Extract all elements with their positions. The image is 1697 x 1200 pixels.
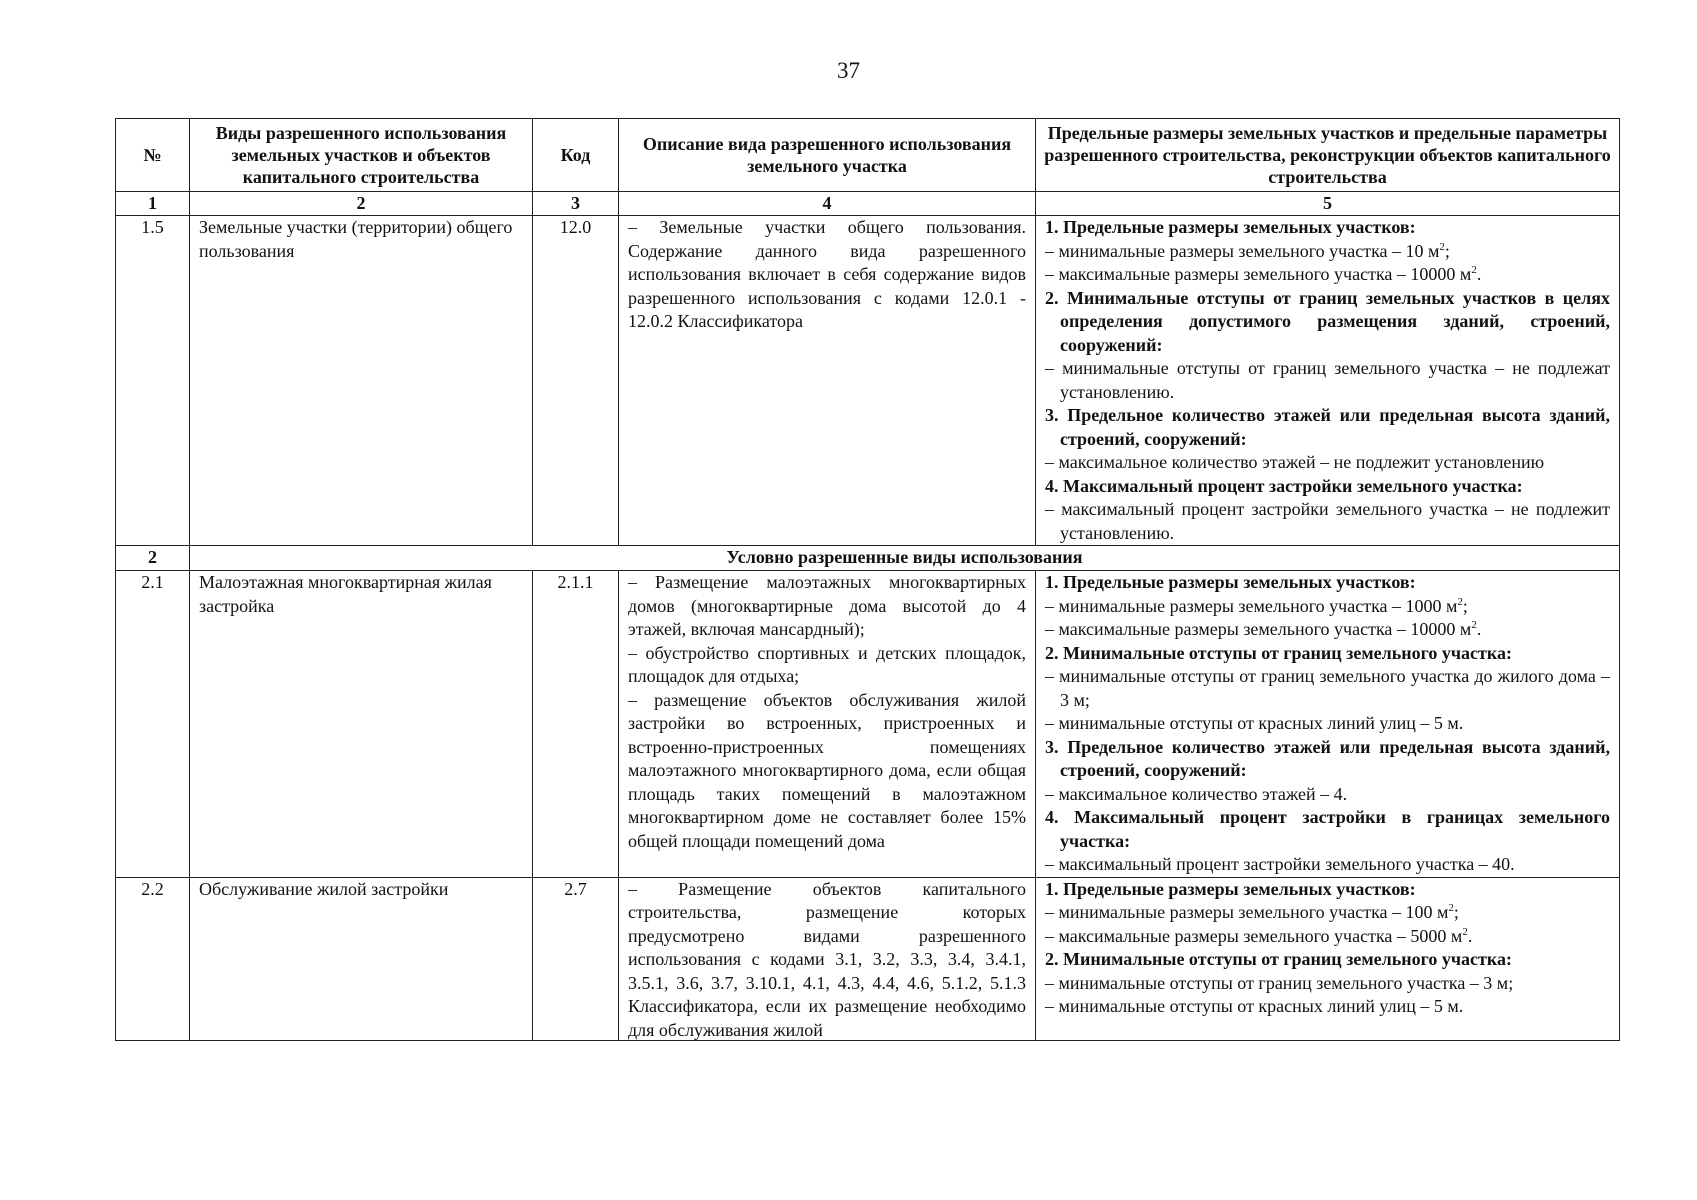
row-number: 2.2 <box>116 877 190 1040</box>
column-number: 3 <box>533 192 619 216</box>
header-usage-type: Виды разрешенного использования земельных участков и объектов капитального строительства <box>190 119 533 192</box>
section-title: Условно разрешенные виды использования <box>190 546 1620 571</box>
table-header-row <box>116 119 1620 192</box>
param-heading: 4. Максимальный процент застройки земельного участка: <box>1045 475 1523 496</box>
param-heading: 4. Максимальный процент застройки в границах земельного участка: <box>1045 807 1610 851</box>
param-heading: 1. Предельные размеры земельных участков: <box>1045 878 1416 899</box>
param-heading: 2. Минимальные отступы от границ земельного участка: <box>1045 642 1512 663</box>
param-item: – максимальный процент застройки земельного участка – 40. <box>1045 854 1515 874</box>
param-heading: 1. Предельные размеры земельных участков: <box>1045 217 1416 237</box>
param-heading: 1. Предельные размеры земельных участков: <box>1045 572 1416 592</box>
param-item: – максимальные размеры земельного участка – 10000 $м^2$. <box>1045 264 1482 284</box>
param-item: – минимальные отступы от красных линий улиц – 5 м. <box>1045 713 1464 733</box>
param-heading: 3. Предельное количество этажей или предельная высота зданий, строений, сооружений: <box>1045 736 1610 780</box>
land-use-table <box>115 118 1620 1041</box>
row-number: 2.1 <box>116 571 190 878</box>
param-item: – максимальное количество этажей – 4. <box>1045 783 1348 804</box>
row-description <box>619 877 1036 1040</box>
description-paragraph: – Размещение малоэтажных многоквартирных домов (многоквартирные дома высотой до 4 этажей, включая мансардный); <box>628 572 1026 639</box>
table-row <box>116 877 1620 1040</box>
param-item: – минимальные размеры земельного участка – 1000 $м^2$; <box>1045 595 1468 616</box>
row-parameters <box>1036 877 1620 1040</box>
row-description <box>619 571 1036 878</box>
row-parameters <box>1036 216 1620 546</box>
header-code: Код <box>533 119 619 192</box>
param-item: – максимальные размеры земельного участка – 10000 $м^2$. <box>1045 619 1482 639</box>
param-heading: 3. Предельное количество этажей или предельная высота зданий, строений, сооружений: <box>1045 405 1610 449</box>
param-item: – минимальные отступы от границ земельного участка – 3 м; <box>1045 972 1514 993</box>
param-item: – максимальный процент застройки земельного участка – не подлежит установлению. <box>1045 499 1610 543</box>
row-usage-name: Обслуживание жилой застройки <box>190 877 533 1040</box>
section-number: 2 <box>116 546 190 571</box>
column-number: 1 <box>116 192 190 216</box>
param-item: – минимальные отступы от границ земельного участка – не подлежат установлению. <box>1045 358 1610 402</box>
column-number: 5 <box>1036 192 1620 216</box>
description-paragraph: – размещение объектов обслуживания жилой застройки во встроенных, пристроенных и встроенно-пристроенных помещениях малоэтажного многоквартирного дома, если общая площадь таких помещений в малоэтажном многоквартирном доме не составляет более 15% общей площади помещений дома <box>628 689 1026 851</box>
description-paragraph: – обустройство спортивных и детских площадок, площадок для отдыха; <box>628 642 1026 686</box>
column-number: 4 <box>619 192 1036 216</box>
section-row <box>116 546 1620 571</box>
param-item: – минимальные отступы от красных линий улиц – 5 м. <box>1045 996 1464 1016</box>
row-usage-name: Земельные участки (территории) общего пользования <box>190 216 533 546</box>
table-row <box>116 571 1620 878</box>
column-number: 2 <box>190 192 533 216</box>
description-paragraph: – Размещение объектов капитального строительства, размещение которых предусмотрено видами разрешенного использования с кодами 3.1, 3.2, 3.3, 3.4, 3.4.1, 3.5.1, 3.6, 3.7, 3.10.1, 4.1, 4.3, 4.4, 4.6, 5.1.2, 5.1.3 Классификатора, если их размещение необходимо для обслуживания жилой <box>628 878 1026 1040</box>
row-usage-name: Малоэтажная многоквартирная жилая застройка <box>190 571 533 878</box>
param-item: – минимальные размеры земельного участка – 10 $м^2$; <box>1045 240 1450 261</box>
row-number: 1.5 <box>116 216 190 546</box>
page-number: 37 <box>837 58 860 83</box>
row-code: 12.0 <box>533 216 619 546</box>
row-code: 2.1.1 <box>533 571 619 878</box>
param-heading: 2. Минимальные отступы от границ земельных участков в целях определения допустимого размещения зданий, строений, сооружений: <box>1045 287 1610 355</box>
header-number: № <box>116 119 190 192</box>
param-item: – минимальные отступы от границ земельного участка до жилого дома – 3 м; <box>1045 666 1610 710</box>
table-row <box>116 216 1620 546</box>
param-item: – максимальное количество этажей – не подлежит установлению <box>1045 452 1545 472</box>
row-code: 2.7 <box>533 877 619 1040</box>
row-parameters <box>1036 571 1620 878</box>
header-parameters: Предельные размеры земельных участков и предельные параметры разрешенного строительства, реконструкции объектов капитального строительства <box>1036 119 1620 192</box>
param-item: – максимальные размеры земельного участка – 5000 $м^2$. <box>1045 925 1473 946</box>
description-paragraph: – Земельные участки общего пользования. Содержание данного вида разрешенного использования включает в себя содержание видов разрешенного использования с кодами 12.0.1 - 12.0.2 Классификатора <box>628 217 1026 331</box>
column-number-row <box>116 192 1620 216</box>
param-item: – минимальные размеры земельного участка – 100 $м^2$; <box>1045 902 1459 922</box>
param-heading: 2. Минимальные отступы от границ земельного участка: <box>1045 949 1512 969</box>
header-description: Описание вида разрешенного использования земельного участка <box>619 119 1036 192</box>
row-description <box>619 216 1036 546</box>
